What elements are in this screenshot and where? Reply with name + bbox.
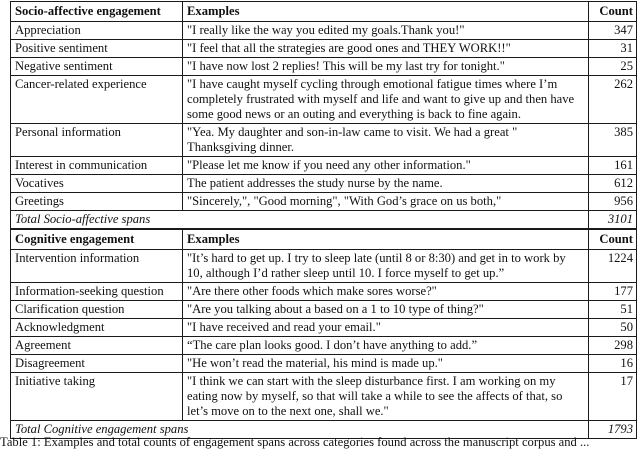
socio-example-cell: "I feel that all the strategies are good ones and THEY WORK!!" bbox=[183, 40, 589, 58]
socio-total-count: 3101 bbox=[589, 211, 637, 230]
socio-category-cell: Interest in communication bbox=[11, 157, 183, 175]
cognitive-category-cell: Disagreement bbox=[11, 355, 183, 373]
socio-example-cell: "Please let me know if you need any other information." bbox=[183, 157, 589, 175]
cognitive-total-label: Total Cognitive engagement spans bbox=[11, 421, 589, 439]
cognitive-example-cell: "Are there other foods which make sores worse?" bbox=[183, 283, 589, 301]
cognitive-category-cell: Agreement bbox=[11, 337, 183, 355]
socio-example-cell: "I have caught myself cycling through emotional fatigue times where I’m completely frustrated with myself and life and want to give up and then have some good news or an outing and everything is back to fine again. bbox=[183, 76, 589, 124]
socio-row bbox=[11, 22, 637, 40]
socio-total-row bbox=[11, 211, 637, 230]
cognitive-count-cell: 177 bbox=[589, 283, 637, 301]
socio-count-cell: 262 bbox=[589, 76, 637, 124]
socio-category-cell: Vocatives bbox=[11, 175, 183, 193]
cognitive-header-count: Count bbox=[589, 229, 637, 250]
socio-header-count: Count bbox=[589, 2, 637, 22]
cognitive-row bbox=[11, 355, 637, 373]
socio-category-cell: Greetings bbox=[11, 193, 183, 211]
cognitive-count-cell: 16 bbox=[589, 355, 637, 373]
socio-category-cell: Positive sentiment bbox=[11, 40, 183, 58]
cognitive-category-cell: Clarification question bbox=[11, 301, 183, 319]
socio-count-cell: 956 bbox=[589, 193, 637, 211]
cognitive-category-cell: Acknowledgment bbox=[11, 319, 183, 337]
cognitive-category-cell: Information-seeking question bbox=[11, 283, 183, 301]
socio-row bbox=[11, 58, 637, 76]
cognitive-count-cell: 17 bbox=[589, 373, 637, 421]
cognitive-example-cell: "I think we can start with the sleep disturbance first. I am working on my eating now by myself, so that will take a while to see the affects of that, so let’s move on to the next one, shall we." bbox=[183, 373, 589, 421]
table-caption: Table 1: Examples and total counts of engagement spans across categories found across the manuscript corpus and ... bbox=[0, 435, 590, 449]
socio-row bbox=[11, 157, 637, 175]
socio-example-cell: "Sincerely,", "Good morning", "With God’s grace on us both," bbox=[183, 193, 589, 211]
cognitive-category-cell: Initiative taking bbox=[11, 373, 183, 421]
socio-example-cell: "I really like the way you edited my goals.Thank you!" bbox=[183, 22, 589, 40]
socio-example-cell: "Yea. My daughter and son-in-law came to visit. We had a great " Thanksgiving dinner. bbox=[183, 124, 589, 157]
cognitive-row bbox=[11, 250, 637, 283]
cognitive-count-cell: 1224 bbox=[589, 250, 637, 283]
socio-category-cell: Negative sentiment bbox=[11, 58, 183, 76]
cognitive-row bbox=[11, 337, 637, 355]
cognitive-row bbox=[11, 319, 637, 337]
socio-count-cell: 25 bbox=[589, 58, 637, 76]
socio-affective-section bbox=[11, 2, 637, 230]
socio-category-cell: Personal information bbox=[11, 124, 183, 157]
cognitive-header-row bbox=[11, 229, 637, 250]
cognitive-example-cell: "I have received and read your email." bbox=[183, 319, 589, 337]
socio-row bbox=[11, 175, 637, 193]
cognitive-total-count: 1793 bbox=[589, 421, 637, 439]
socio-header-examples: Examples bbox=[183, 2, 589, 22]
cognitive-row bbox=[11, 301, 637, 319]
cognitive-row bbox=[11, 373, 637, 421]
socio-row bbox=[11, 124, 637, 157]
socio-header-row bbox=[11, 2, 637, 22]
socio-header-category: Socio-affective engagement bbox=[11, 2, 183, 22]
cognitive-count-cell: 298 bbox=[589, 337, 637, 355]
socio-row bbox=[11, 40, 637, 58]
socio-count-cell: 612 bbox=[589, 175, 637, 193]
cognitive-example-cell: “The care plan looks good. I don’t have anything to add.” bbox=[183, 337, 589, 355]
socio-category-cell: Cancer-related experience bbox=[11, 76, 183, 124]
cognitive-section bbox=[11, 229, 637, 439]
cognitive-header-examples: Examples bbox=[183, 229, 589, 250]
socio-count-cell: 385 bbox=[589, 124, 637, 157]
socio-category-cell: Appreciation bbox=[11, 22, 183, 40]
cognitive-example-cell: "He won’t read the material, his mind is made up." bbox=[183, 355, 589, 373]
socio-row bbox=[11, 193, 637, 211]
socio-count-cell: 347 bbox=[589, 22, 637, 40]
socio-total-label: Total Socio-affective spans bbox=[11, 211, 589, 230]
socio-count-cell: 161 bbox=[589, 157, 637, 175]
cognitive-category-cell: Intervention information bbox=[11, 250, 183, 283]
socio-row bbox=[11, 76, 637, 124]
cognitive-header-category: Cognitive engagement bbox=[11, 229, 183, 250]
socio-count-cell: 31 bbox=[589, 40, 637, 58]
cognitive-example-cell: "Are you talking about a based on a 1 to 10 type of thing?" bbox=[183, 301, 589, 319]
engagement-table bbox=[10, 1, 637, 439]
socio-example-cell: The patient addresses the study nurse by the name. bbox=[183, 175, 589, 193]
cognitive-example-cell: "It’s hard to get up. I try to sleep late (until 8 or 8:30) and get in to work by 10, although I’d rather sleep until 10. I force myself to get up.” bbox=[183, 250, 589, 283]
cognitive-count-cell: 51 bbox=[589, 301, 637, 319]
socio-example-cell: "I have now lost 2 replies! This will be my last try for tonight." bbox=[183, 58, 589, 76]
cognitive-count-cell: 50 bbox=[589, 319, 637, 337]
cognitive-row bbox=[11, 283, 637, 301]
